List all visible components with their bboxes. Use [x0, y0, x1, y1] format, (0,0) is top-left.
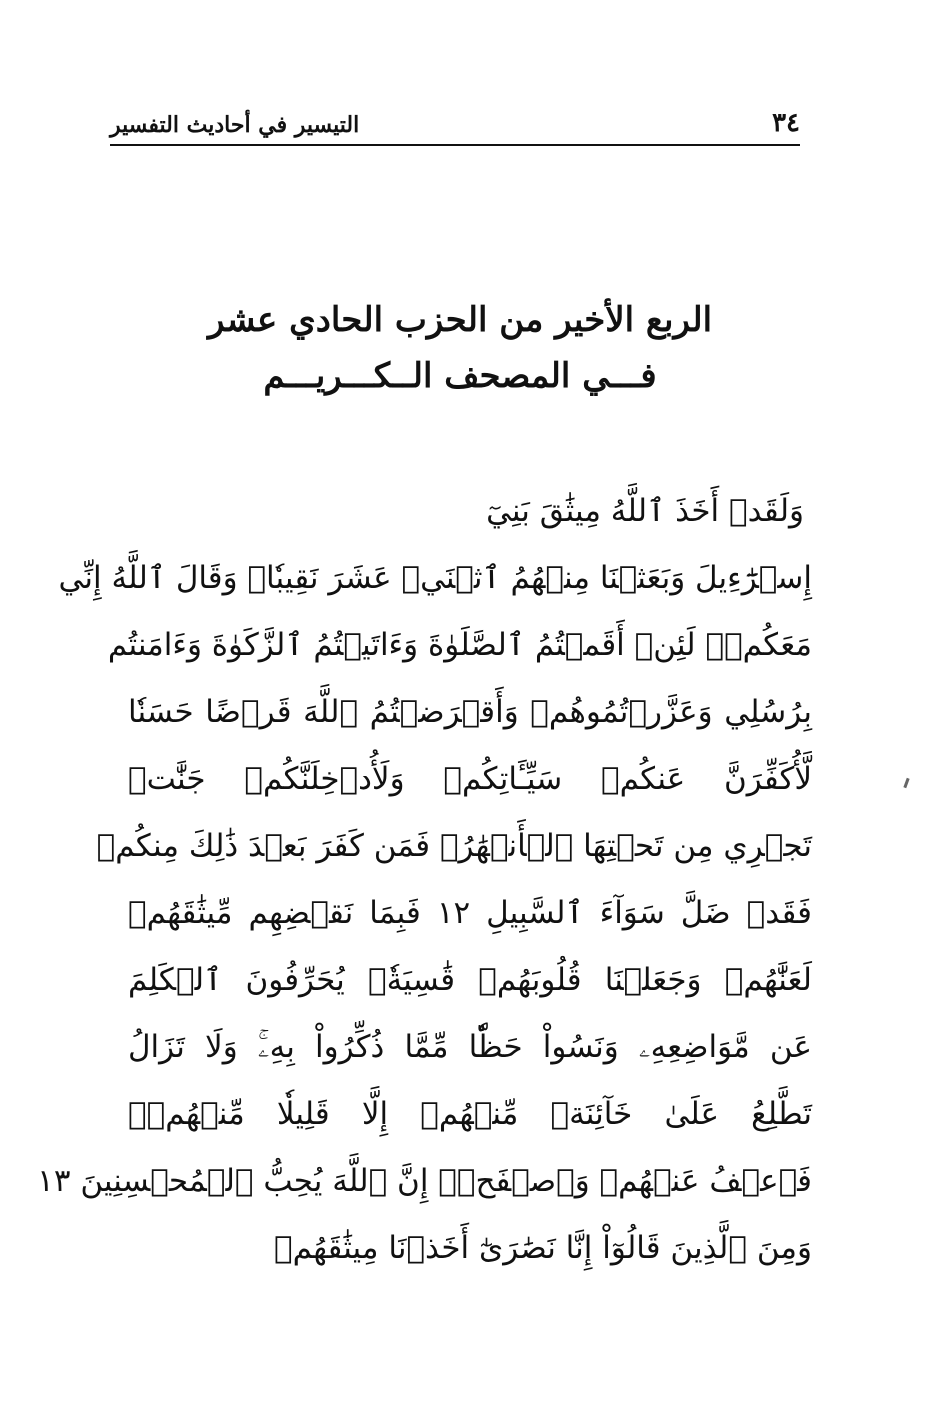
margin-mark — [903, 778, 909, 788]
verse-line: لَعَنَّٰهُمۡ وَجَعَلۡنَا قُلُوبَهُمۡ قَٰسِيَةٗۖ يُحَرِّفُونَ ٱلۡكَلِمَ — [128, 962, 812, 998]
verse-line: وَمِنَ ٱلَّذِينَ قَالُوٓاْ إِنَّا نَصَٰرَىٰٓ أَخَذۡنَا مِيثَٰقَهُمۡ — [274, 1230, 812, 1266]
quran-verses — [37, 478, 812, 1282]
section-heading-line-1: الربع الأخير من الحزب الحادي عشر — [207, 300, 713, 340]
header-divider — [110, 144, 800, 146]
verse-line: فَقَدۡ ضَلَّ سَوَآءَ ٱلسَّبِيلِ ١٢ فَبِمَا نَقۡضِهِم مِّيثَٰقَهُمۡ — [128, 895, 812, 931]
verse-line: بِرُسُلِي وَعَزَّرۡتُمُوهُمۡ وَأَقۡرَضۡتُمُ ٱللَّهَ قَرۡضًا حَسَنٗا — [128, 694, 812, 730]
book-title: التيسير في أحاديث التفسير — [110, 112, 360, 138]
verse-line: تَجۡرِي مِن تَحۡتِهَا ٱلۡأَنۡهَٰرُۚ فَمَن كَفَرَ بَعۡدَ ذَٰلِكَ مِنكُمۡ — [96, 828, 812, 864]
verse-line: إِسۡرَٰٓءِيلَ وَبَعَثۡنَا مِنۡهُمُ ٱثۡنَيۡ عَشَرَ نَقِيبٗاۖ وَقَالَ ٱللَّهُ إِنِّي — [58, 560, 812, 596]
section-heading-line-2: فـــي المصحف الــكـــريـــم — [263, 356, 657, 396]
page-number: ٣٤ — [772, 108, 800, 138]
verse-line: وَلَقَدۡ أَخَذَ ٱللَّهُ مِيثَٰقَ بَنِيٓ — [486, 493, 804, 529]
running-header — [110, 108, 800, 144]
verse-line: لَّأُكَفِّرَنَّ عَنكُمۡ سَيِّـَٔاتِكُمۡ وَلَأُدۡخِلَنَّكُمۡ جَنَّٰتٖ — [128, 761, 812, 797]
verse-line: عَن مَّوَاضِعِهِۦ وَنَسُواْ حَظّٗا مِّمَّا ذُكِّرُواْ بِهِۦۚ وَلَا تَزَالُ — [128, 1029, 812, 1065]
section-heading — [150, 292, 770, 404]
verse-line: فَٱعۡفُ عَنۡهُمۡ وَٱصۡفَحۡۚ إِنَّ ٱللَّهَ يُحِبُّ ٱلۡمُحۡسِنِينَ ١٣ — [37, 1163, 812, 1199]
verse-line: تَطَّلِعُ عَلَىٰ خَآئِنَةٖ مِّنۡهُمۡ إِلَّا قَلِيلٗا مِّنۡهُمۡۖ — [128, 1096, 812, 1132]
verse-line: مَعَكُمۡۖ لَئِنۡ أَقَمۡتُمُ ٱلصَّلَوٰةَ وَءَاتَيۡتُمُ ٱلزَّكَوٰةَ وَءَامَنتُم — [107, 627, 812, 663]
